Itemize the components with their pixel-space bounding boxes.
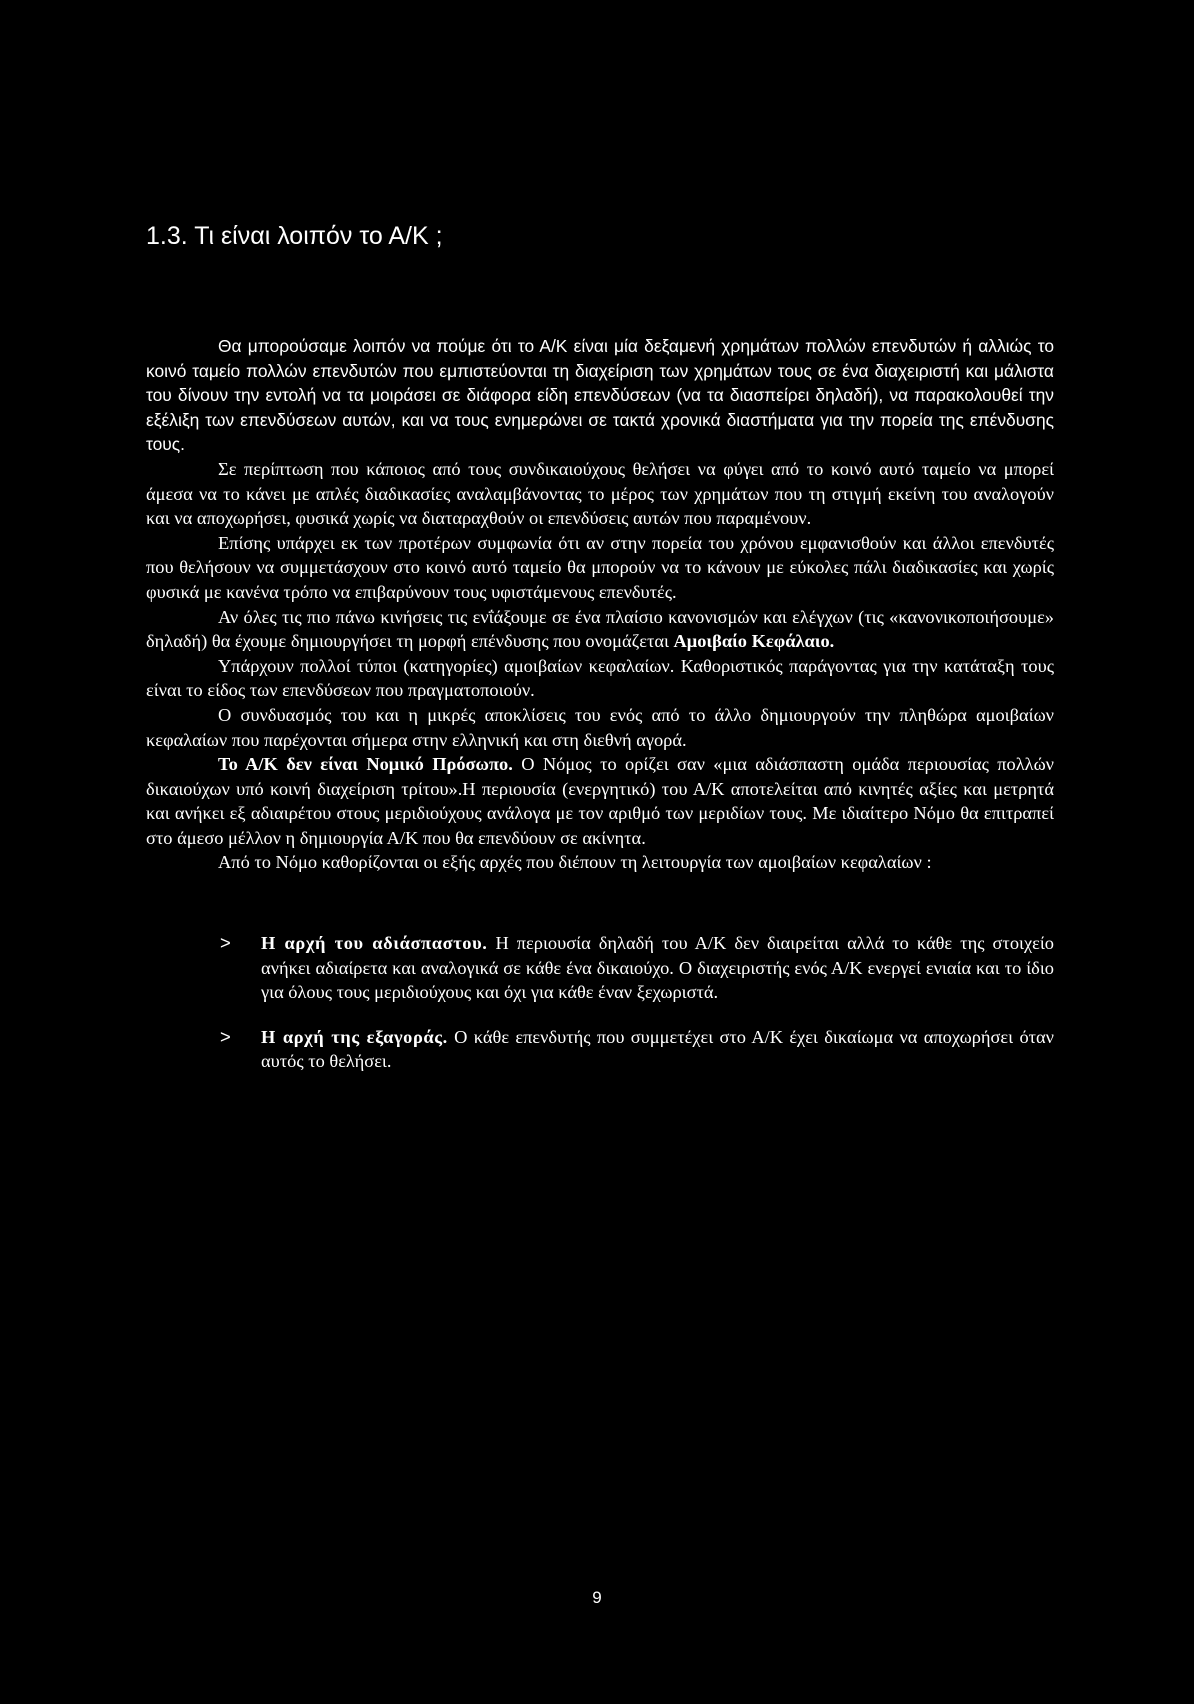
bullet-marker-icon: > [220,932,231,954]
paragraph-new-investors: Επίσης υπάρχει εκ των προτέρων συμφωνία ότι αν στην πορεία του χρόνου εμφανισθούν και άλλοι επενδυτές που θελήσουν να συμμετάσχουν στο κοινό αυτό ταμείο θα μπορούν να το κάνουν με εύκολες πάλι διαδικασίες και χωρίς φυσικά με κανένα τρόπο να επιβαρύνουν τους υφιστάμενους επενδυτές. [146,532,1054,602]
principle-text: Ο κάθε επενδυτής που συμμετέχει στο Α/Κ έχει δικαίωμα να αποχωρήσει όταν αυτός το θελήσει. [261,1026,1054,1072]
paragraph-text: Ο Νόμος το ορίζει σαν «μια αδιάσπαστη ομάδα περιουσίας πολλών δικαιούχων υπό κοινή διαχείριση τρίτου».Η περιουσία (ενεργητικό) του Α/Κ αποτελείται από κινητές αξίες και μετρητά και ανήκει εξ αδιαιρέτου στους μεριδιούχους ανάλογα με τον αριθμό των μεριδίων τους. Με ιδιαίτερο Νόμο θα επιτραπεί στο άμεσο μέλλον η δημιουργία Α/Κ που θα επενδύουν σε ακίνητα. [146,754,1054,848]
section-heading: 1.3. Τι είναι λοιπόν το Α/Κ ; [146,222,443,250]
paragraph-legal-status [146,752,1054,850]
principles-list [146,931,1054,1074]
principle-term: Η αρχή της εξαγοράς. [261,1026,448,1047]
paragraph-text: Αν όλες τις πιο πάνω κινήσεις τις ενΐάξουμε σε ένα πλαίσιο κανονισμών και ελέγχων (τις «κανονικοποιήσουμε» δηλαδή) θα έχουμε δημιουργήσει τη μορφή επένδυσης που ονομάζεται [146,606,1054,652]
page-number: 9 [592,1588,602,1607]
paragraph-fund-types: Υπάρχουν πολλοί τύποι (κατηγορίες) αμοιβαίων κεφαλαίων. Καθοριστικός παράγοντας για την κατάταξη τους είναι το είδος των επενδύσεων που πραγματοποιούν. [146,655,1054,701]
list-item [146,1025,1054,1074]
paragraph-withdrawal: Σε περίπτωση που κάποιος από τους συνδικαιούχους θελήσει να φύγει από το κοινό αυτό ταμείο να μπορεί άμεσα να το κάνει με απλές διαδικασίες αναλαμβάνοντας το μέρος των χρημάτων που τη στιγμή εκείνη του αναλογούν και να αποχωρήσει, φυσικά χωρίς να διαταραχθούν οι επενδύσεις αυτών που παραμένουν. [146,458,1054,529]
paragraph-principles-intro: Από το Νόμο καθορίζονται οι εξής αρχές που διέπουν τη λειτουργία των αμοιβαίων κεφαλαίων : [218,852,932,873]
principle-term: Η αρχή του αδιάσπαστου. [261,933,488,954]
principle-text: Η περιουσία δηλαδή του Α/Κ δεν διαιρείται αλλά το κάθε της στοιχείο ανήκει αδιαίρετα και αναλογικά σε κάθε ένα δικαιούχο. Ο διαχειριστής ενός Α/Κ ενεργεί ενιαία και το ίδιο για όλους τους μεριδιούχους και όχι για κάθε έναν ξεχωριστά. [261,933,1054,1003]
paragraph-definition: Θα μπορούσαμε λοιπόν να πούμε ότι το Α/Κ είναι μία δεξαμενή χρημάτων πολλών επενδυτών ή αλλιώς το κοινό ταμείο πολλών επενδυτών που εμπιστεύονται τη διαχείριση των χρημάτων τους σε ένα διαχειριστή και μάλιστα του δίνουν την εντολή να τα μοιράσει σε διάφορα είδη επενδύσεων (να τα διασπείρει δηλαδή), να παρακολουθεί την εξέλιξη των επενδύσεων αυτών, και να τους ενημερώνει σε τακτά χρονικά διαστήματα για την πορεία της επένδυσης τους. [146,336,1054,455]
bullet-marker-icon: > [220,1025,231,1047]
document-body [146,334,1054,1094]
list-item [146,931,1054,1005]
paragraph-mutual-fund [146,605,1054,654]
paragraph-combination: Ο συνδυασμός του και η μικρές αποκλίσεις του ενός από το άλλο δημιουργούν την πληθώρα αμοιβαίων κεφαλαίων που παρέχονται σήμερα στην ελληνική και στη διεθνή αγορά. [146,704,1054,750]
bold-term: Το Α/Κ δεν είναι Νομικό Πρόσωπο. [218,754,513,775]
bold-term: Αμοιβαίο Κεφάλαιο. [673,631,835,652]
